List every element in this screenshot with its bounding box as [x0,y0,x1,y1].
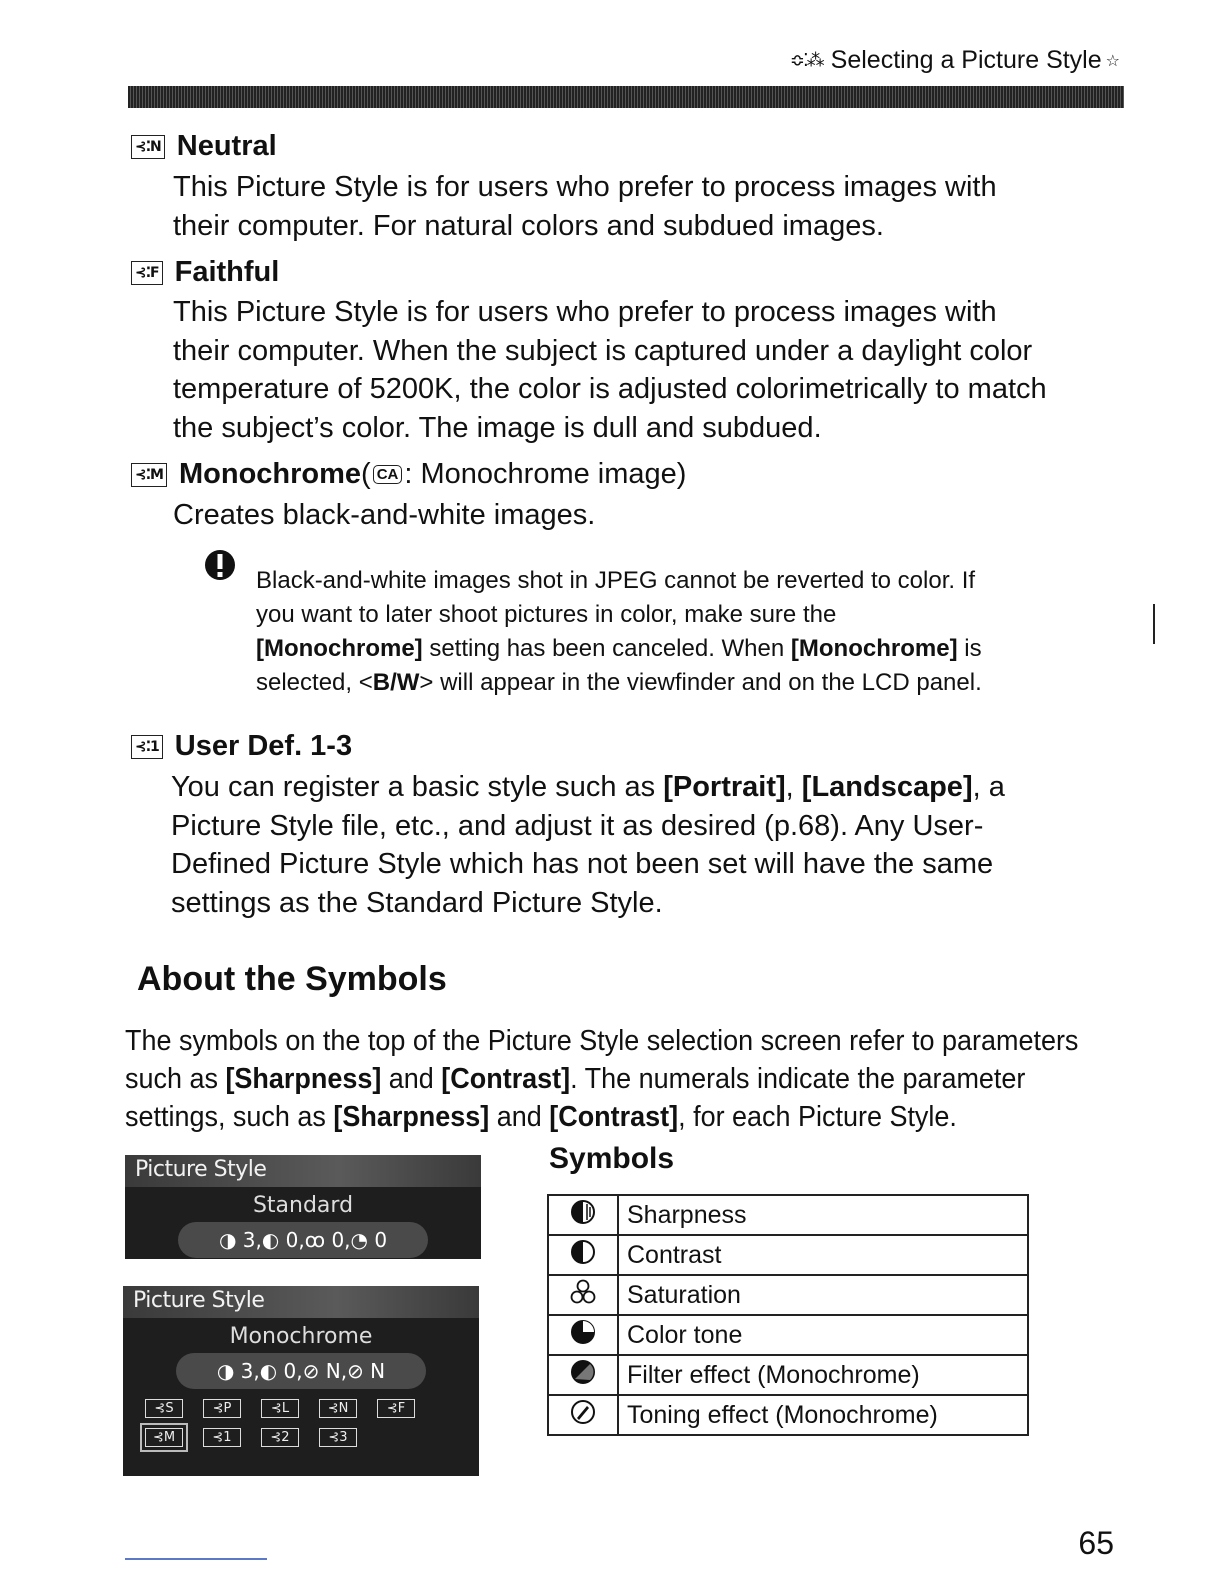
lcd-style-cell: ⊰F [377,1399,415,1418]
monochrome-style-icon: ⊰⁚M [131,463,167,487]
symbol-label: Saturation [618,1275,1028,1315]
user-def-style-icon: ⊰⁚1 [131,735,163,759]
lcd-screen-monochrome [123,1286,479,1476]
lcd-style-cell: ⊰N [319,1399,357,1418]
table-row [548,1275,1028,1315]
lcd-screen-standard [125,1155,481,1259]
footer-line [125,1558,267,1560]
creative-auto-icon: CA [373,465,403,484]
about-symbols-heading: About the Symbols [137,960,447,998]
table-row [548,1235,1028,1275]
running-header [790,46,1120,75]
table-row [548,1315,1028,1355]
symbols-title: Symbols [549,1142,675,1175]
lcd-header: Picture Style [123,1286,479,1318]
lcd-style-cell: ⊰2 [261,1428,299,1447]
header-rule [128,86,1124,108]
star-icon: ☆ [1105,52,1120,70]
table-row [548,1195,1028,1235]
section-userdef-title: ⊰⁚1 User Def. 1-3 [131,730,352,763]
note-line-2: you want to later shoot pictures in color, make sure the [256,601,837,628]
lcd-style-cell: ⊰1 [203,1428,241,1447]
lcd-params: ◑ 3,◐ 0,⊘ N,⊘ N [176,1353,426,1389]
section-monochrome-title: ⊰⁚M Monochrome ( CA : Monochrome image) [131,458,686,491]
filter-effect-icon [570,1359,596,1385]
picture-style-icon: ≎⁚⁂ [789,50,823,70]
section-faithful-title: ⊰⁚F Faithful [131,256,279,289]
lcd-style-cell-selected: ⊰M [145,1428,183,1447]
note-line-1: Black-and-white images shot in JPEG cannot be reverted to color. If [256,567,976,594]
lcd-header: Picture Style [125,1155,481,1187]
table-row [548,1355,1028,1395]
about-symbols-body: The symbols on the top of the Picture Style selection screen refer to parameters such as [Sharpness] and [Contrast]. The numerals indicate the parameter settings, such as [Sharpness] and [Contrast], for each Picture Style. [125,1025,1079,1133]
faithful-style-icon: ⊰⁚F [131,261,163,285]
symbol-label: Color tone [618,1315,1028,1355]
text-cursor-mark [1153,604,1155,644]
saturation-icon [569,1278,597,1306]
contrast-icon [570,1239,596,1265]
section-neutral-body: This Picture Style is for users who prefer to process images with their computer. For natural colors and subdued images. [173,171,997,242]
lcd-style-cell: ⊰L [261,1399,299,1418]
section-faithful-body: This Picture Style is for users who prefer to process images with their computer. When the subject is captured under a daylight color temperature of 5200K, the color is adjusted colorimetrically to match the subject’s color. The image is dull and subdued. [173,296,1047,444]
lcd-style-cell: ⊰S [145,1399,183,1418]
neutral-style-icon: ⊰⁚N [131,135,165,159]
note-line-4: selected, <B/W> will appear in the viewfinder and on the LCD panel. [256,669,982,696]
symbols-table [547,1194,1029,1436]
lcd-style-name: Monochrome [229,1324,373,1349]
symbol-label: Sharpness [618,1195,1028,1235]
lcd-style-name: Standard [252,1193,354,1218]
symbol-label: Toning effect (Monochrome) [618,1395,1028,1435]
section-monochrome-body: Creates black-and-white images. [173,499,596,531]
section-userdef-body: You can register a basic style such as [Portrait], [Landscape], a Picture Style file, etc., and adjust it as desired (p.68). Any User- Defined Picture Style which has not been set will have the same settings as the Standard Picture Style. [171,771,1005,919]
lcd-style-cell: ⊰3 [319,1428,357,1447]
lcd-style-cell: ⊰P [203,1399,241,1418]
caution-icon [203,548,237,582]
header-title: Selecting a Picture Style [830,46,1102,74]
section-neutral-title: ⊰⁚N Neutral [131,130,277,163]
toning-effect-icon [570,1399,596,1425]
table-row [548,1395,1028,1435]
symbol-label: Filter effect (Monochrome) [618,1355,1028,1395]
page-number: 65 [1078,1525,1114,1561]
note-line-3: [Monochrome] setting has been canceled. When [Monochrome] is [256,635,982,662]
sharpness-icon [570,1199,596,1225]
lcd-style-grid [123,1389,479,1457]
lcd-params: ◑ 3,◐ 0,ꝏ 0,◔ 0 [178,1222,428,1258]
color-tone-icon [570,1319,596,1345]
symbol-label: Contrast [618,1235,1028,1275]
